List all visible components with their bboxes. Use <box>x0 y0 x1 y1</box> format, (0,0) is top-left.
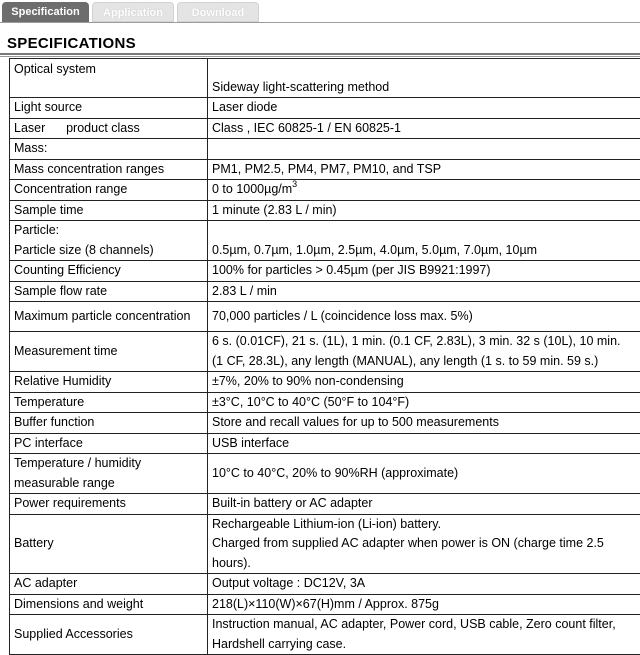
table-row <box>10 494 640 515</box>
tab-divider <box>0 22 640 23</box>
table-row <box>10 180 640 201</box>
table-row <box>10 98 640 119</box>
table-row <box>10 433 640 454</box>
spec-value <box>208 514 640 574</box>
spec-value-line: 6 s. (0.01CF), 21 s. (1L), 1 min. (0.1 CF, 2.83L), 3 min. 32 s (10L), 10 min. <box>212 332 637 352</box>
spec-value <box>208 139 640 160</box>
spec-value: Laser diode <box>208 98 640 119</box>
spec-value-line: Rechargeable Lithium-ion (Li-ion) battery. <box>212 515 637 535</box>
table-row <box>10 59 640 98</box>
table-row <box>10 372 640 393</box>
spec-label: PC interface <box>10 433 208 454</box>
spec-label: Mass: <box>10 139 208 160</box>
spec-table <box>9 58 640 655</box>
table-row <box>10 159 640 180</box>
spec-label: Sample flow rate <box>10 281 208 302</box>
page-title: SPECIFICATIONS <box>7 35 136 52</box>
table-row <box>10 302 640 332</box>
spec-value: USB interface <box>208 433 640 454</box>
tab-download[interactable]: Download <box>177 2 259 22</box>
table-row <box>10 139 640 160</box>
tab-specification[interactable]: Specification <box>2 2 89 22</box>
spec-label: Power requirements <box>10 494 208 515</box>
spec-value: Sideway light-scattering method <box>208 59 640 98</box>
spec-value-line: Charged from supplied AC adapter when power is ON (charge time 2.5 <box>212 534 637 554</box>
conc-value: 0 to 1000µg/m <box>212 182 292 196</box>
spec-value: Output voltage : DC12V, 3A <box>208 574 640 595</box>
table-row <box>10 200 640 221</box>
spec-value-line: (1 CF, 28.3L), any length (MANUAL), any length (1 s. to 59 min. 59 s.) <box>212 352 637 372</box>
spec-value: 10°C to 40°C, 20% to 90%RH (approximate) <box>208 454 640 494</box>
spec-value: PM1, PM2.5, PM4, PM7, PM10, and TSP <box>208 159 640 180</box>
spec-label: Sample time <box>10 200 208 221</box>
spec-label <box>10 221 208 261</box>
spec-value: 1 minute (2.83 L / min) <box>208 200 640 221</box>
spec-value: ±7%, 20% to 90% non-condensing <box>208 372 640 393</box>
table-row <box>10 332 640 372</box>
spec-value <box>208 332 640 372</box>
spec-label-line: measurable range <box>14 474 204 494</box>
spec-value-line: Hardshell carrying case. <box>212 635 637 655</box>
table-row <box>10 574 640 595</box>
spec-label: Concentration range <box>10 180 208 201</box>
spec-value: 70,000 particles / L (coincidence loss max. 5%) <box>208 302 640 332</box>
table-row <box>10 221 640 261</box>
spec-value: Class , IEC 60825-1 / EN 60825-1 <box>208 118 640 139</box>
spec-label: Counting Efficiency <box>10 261 208 282</box>
spec-table-container <box>9 58 640 655</box>
spec-value: Built-in battery or AC adapter <box>208 494 640 515</box>
spec-label-line: Temperature / humidity <box>14 454 204 474</box>
table-row <box>10 615 640 655</box>
spec-label: Laser product class <box>10 118 208 139</box>
spec-label: Relative Humidity <box>10 372 208 393</box>
table-row <box>10 454 640 494</box>
title-rule <box>0 53 640 55</box>
table-row <box>10 392 640 413</box>
spec-value: 218(L)×110(W)×67(H)mm / Approx. 875g <box>208 594 640 615</box>
spec-value: ±3°C, 10°C to 40°C (50°F to 104°F) <box>208 392 640 413</box>
tab-bar <box>0 0 640 24</box>
table-row <box>10 281 640 302</box>
table-row <box>10 413 640 434</box>
table-row <box>10 594 640 615</box>
spec-value: 2.83 L / min <box>208 281 640 302</box>
spec-label: Light source <box>10 98 208 119</box>
spec-label <box>10 454 208 494</box>
spec-value-line: Instruction manual, AC adapter, Power cord, USB cable, Zero count filter, <box>212 615 637 635</box>
spec-value <box>208 180 640 201</box>
spec-label-line: Particle: <box>14 221 204 241</box>
spec-label: Measurement time <box>10 332 208 372</box>
table-row <box>10 514 640 574</box>
spec-label: Maximum particle concentration <box>10 302 208 332</box>
table-row <box>10 261 640 282</box>
spec-label: Battery <box>10 514 208 574</box>
spec-value <box>208 615 640 655</box>
spec-value-line: hours). <box>212 554 637 574</box>
spec-label: Mass concentration ranges <box>10 159 208 180</box>
spec-label: AC adapter <box>10 574 208 595</box>
spec-label: Optical system <box>10 59 208 98</box>
spec-label: Buffer function <box>10 413 208 434</box>
tab-application[interactable]: Application <box>92 2 174 22</box>
spec-value: 0.5µm, 0.7µm, 1.0µm, 2.5µm, 4.0µm, 5.0µm, 7.0µm, 10µm <box>208 221 640 261</box>
spec-value: 100% for particles > 0.45µm (per JIS B9921:1997) <box>208 261 640 282</box>
title-rule-thin <box>0 56 640 57</box>
table-row <box>10 118 640 139</box>
spec-label: Temperature <box>10 392 208 413</box>
conc-exponent: 3 <box>292 180 297 190</box>
spec-label-line: Particle size (8 channels) <box>14 241 204 261</box>
spec-label: Supplied Accessories <box>10 615 208 655</box>
spec-value: Store and recall values for up to 500 measurements <box>208 413 640 434</box>
spec-label: Dimensions and weight <box>10 594 208 615</box>
